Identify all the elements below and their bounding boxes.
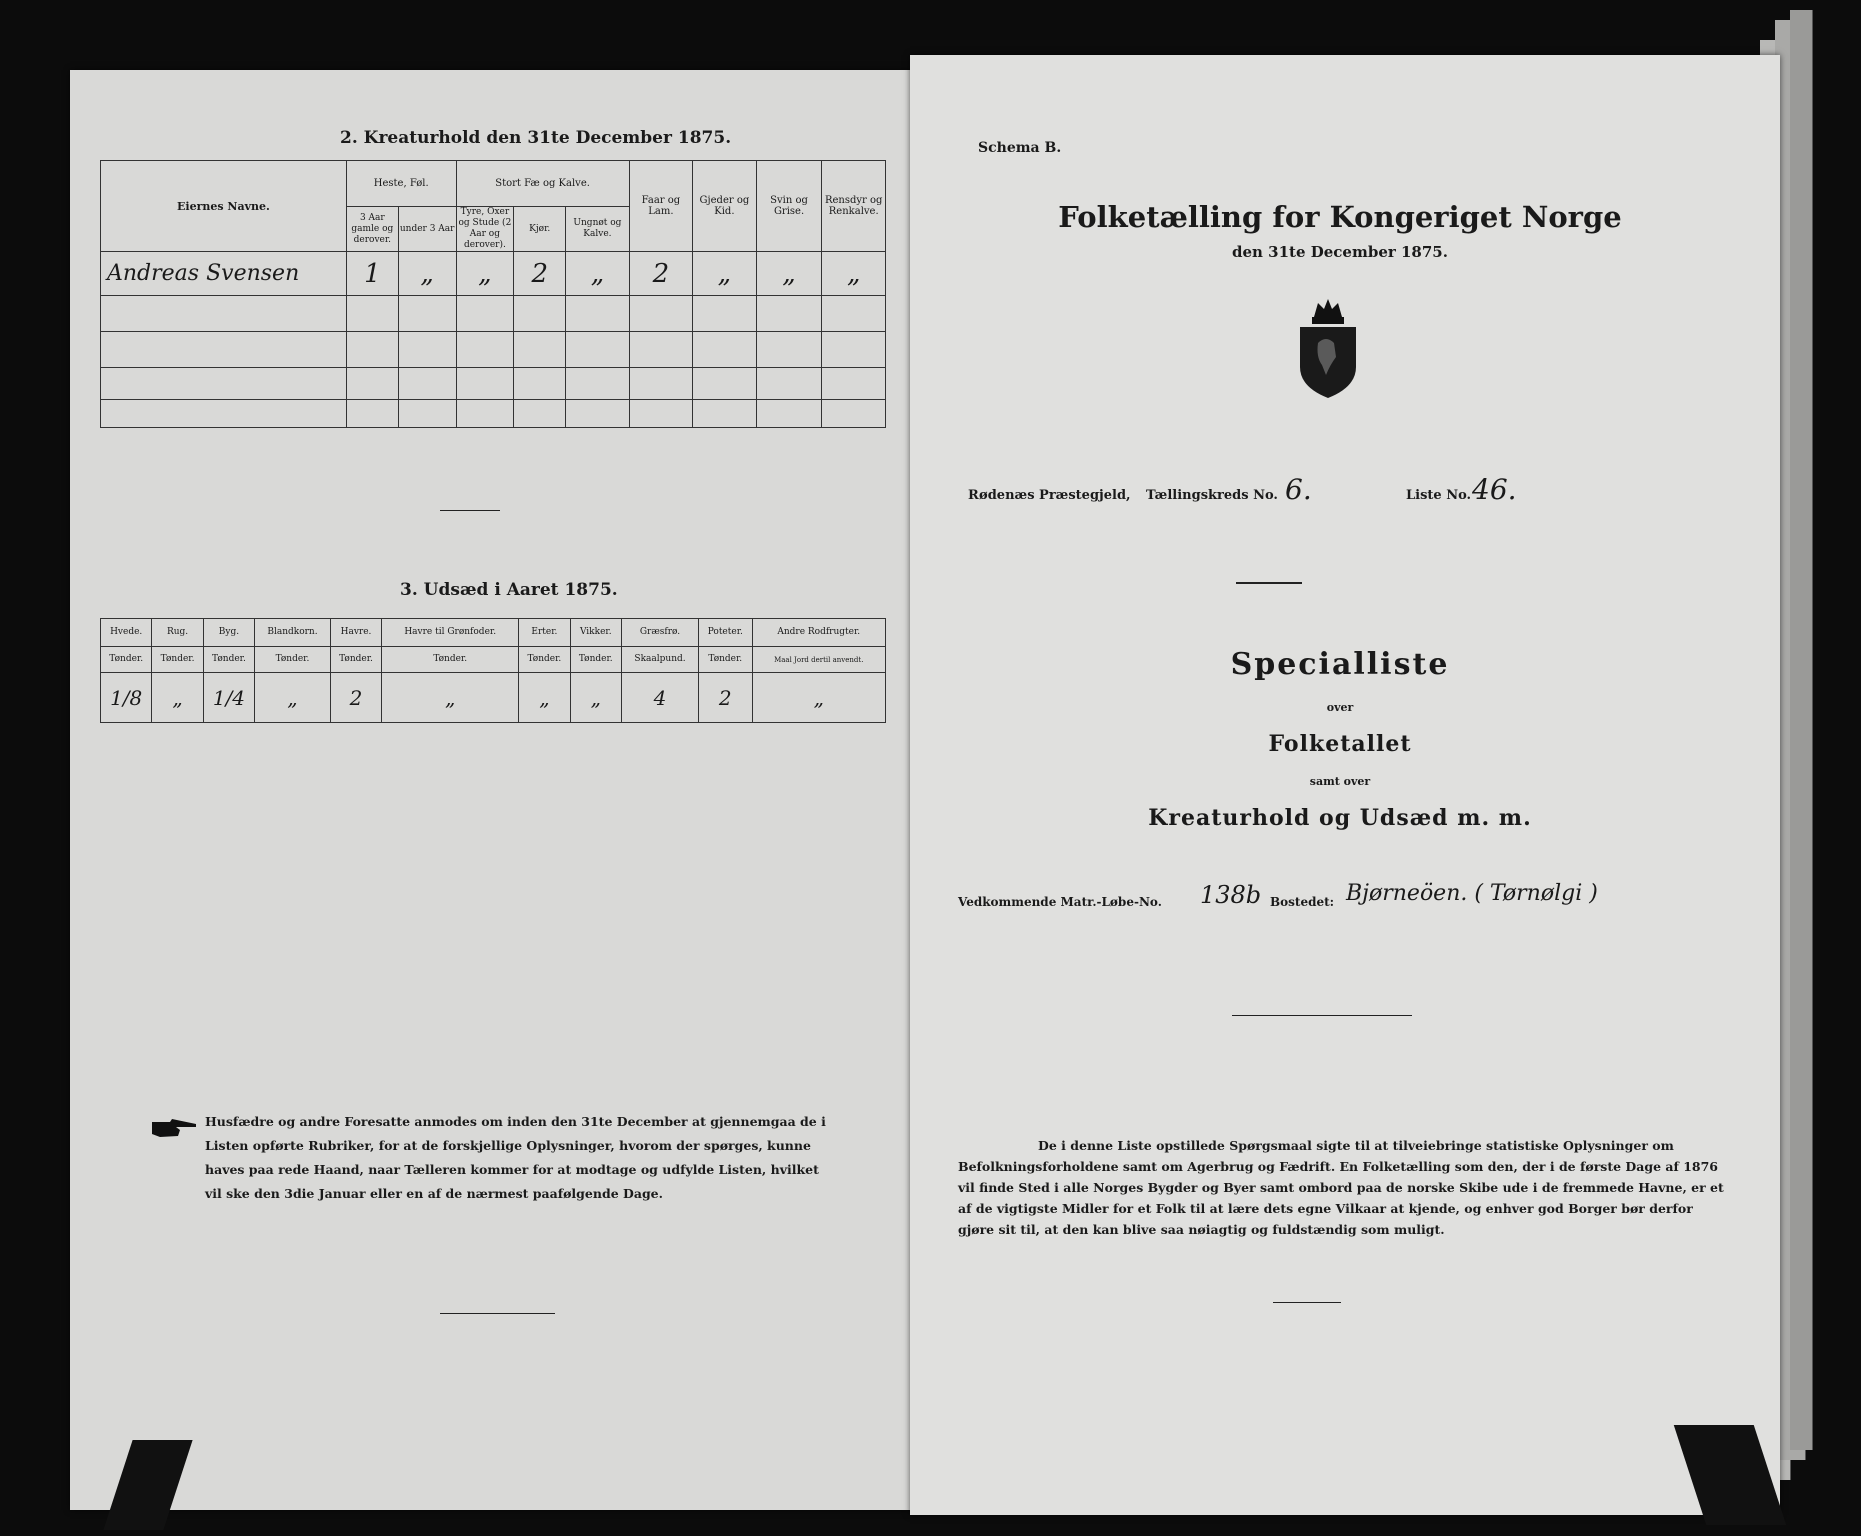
- table-row: [101, 368, 886, 400]
- census-date: den 31te December 1875.: [1232, 243, 1448, 261]
- matr-value: 138b: [1200, 881, 1262, 909]
- owner-header: Eiernes Navne.: [101, 161, 347, 252]
- table-cell: 1/8: [101, 673, 152, 723]
- udsaed-header: Vikker.: [570, 619, 621, 647]
- page-stack-edge: [1790, 10, 1813, 1450]
- table-cell: „: [456, 252, 514, 296]
- left-page: [70, 70, 918, 1510]
- matr-label: Vedkommende Matr.-Løbe-No.: [958, 895, 1162, 909]
- udsaed-header: Rug.: [152, 619, 203, 647]
- udsaed-header: Hvede.: [101, 619, 152, 647]
- gjeder-header: Gjeder og Kid.: [693, 161, 756, 252]
- faar-header: Faar og Lam.: [629, 161, 692, 252]
- table-cell: „: [566, 252, 629, 296]
- table-cell: „: [693, 252, 756, 296]
- table-row: [101, 252, 886, 296]
- heste-under-header: under 3 Aar: [398, 207, 456, 252]
- udsaed-title: 3. Udsæd i Aaret 1875.: [400, 580, 618, 600]
- samt-over-text: samt over: [1309, 775, 1371, 788]
- bosted-value: Bjørneöen. ( Tørnølgi ): [1346, 881, 1598, 906]
- prestegjeld-label: Rødenæs Præstegjeld,: [968, 488, 1131, 503]
- table-cell: „: [255, 673, 331, 723]
- udsaed-unit: Tønder.: [330, 647, 381, 673]
- divider: [440, 510, 500, 511]
- intro-paragraph: De i denne Liste opstillede Spørgsmaal sigte til at tilveiebringe statistiske Oplysninger om Befolkningsforholdene samt om Agerbrug og Fædrift. En Folketælling som den, der i de første Dage af 1876 vil finde Sted i alle Norges Bygder og Byer samt ombord paa de norske Skibe ude i de fremmede Havne, er et af de vigtigste Midler for et Folk til at lære dets egne Vilkaar at kjende, og enhver god Borger bør derfor gjøre sit til, at den kan blive saa nøiagtig og fuldstændig som muligt.: [958, 1138, 1724, 1237]
- tyre-header: Tyre, Oxer og Stude (2 Aar og derover).: [456, 207, 514, 252]
- table-cell: 1: [346, 252, 398, 296]
- main-title: Folketælling for Kongeriget Norge: [1058, 200, 1622, 234]
- pointing-hand-icon: [150, 1116, 200, 1140]
- udsaed-header: Havre.: [330, 619, 381, 647]
- notice-text: Husfædre og andre Foresatte anmodes om inden den 31te December at gjennemgaa de i Listen opførte Rubriker, for at de forskjellige Oplysninger, hvorom der spørges, kunne haves paa rede Haand, naar Tælleren kommer for at modtage og udfylde Listen, hvilket vil ske den 3die Januar eller en af de nærmest paafølgende Dage.: [205, 1114, 826, 1201]
- udsaed-table: [100, 618, 886, 723]
- svin-header: Svin og Grise.: [756, 161, 822, 252]
- ungnot-header: Ungnøt og Kalve.: [566, 207, 629, 252]
- table-row: [101, 400, 886, 428]
- table-cell: „: [822, 252, 886, 296]
- table-cell: „: [152, 673, 203, 723]
- udsaed-unit: Tønder.: [699, 647, 752, 673]
- table-cell: „: [570, 673, 621, 723]
- udsaed-header: Andre Rodfrugter.: [752, 619, 886, 647]
- rensdyr-header: Rensdyr og Renkalve.: [822, 161, 886, 252]
- udsaed-unit: Tønder.: [255, 647, 331, 673]
- table-row: [101, 332, 886, 368]
- liste-label: Liste No.: [1406, 488, 1472, 503]
- heste-gamle-header: 3 Aar gamle og derover.: [346, 207, 398, 252]
- kreaturhold-udsaed-text: Kreaturhold og Udsæd m. m.: [1148, 805, 1532, 831]
- divider: [440, 1313, 555, 1314]
- table-cell: 2: [629, 252, 692, 296]
- folketallet-text: Folketallet: [1268, 731, 1412, 757]
- heste-group-header: Heste, Føl.: [346, 161, 456, 207]
- over-text: over: [1326, 701, 1354, 714]
- kreds-value: 6.: [1285, 473, 1312, 506]
- udsaed-unit: Tønder.: [382, 647, 519, 673]
- table-cell: 1/4: [203, 673, 254, 723]
- udsaed-unit: Tønder.: [101, 647, 152, 673]
- table-row: [101, 673, 886, 723]
- schema-label: Schema B.: [978, 140, 1062, 156]
- udsaed-unit: Maal Jord dertil anvendt.: [752, 647, 886, 673]
- table-cell: „: [382, 673, 519, 723]
- udsaed-header: Byg.: [203, 619, 254, 647]
- udsaed-unit: Tønder.: [203, 647, 254, 673]
- udsaed-unit: Tønder.: [570, 647, 621, 673]
- divider: [1236, 582, 1302, 584]
- divider: [1273, 1302, 1341, 1303]
- udsaed-header: Blandkorn.: [255, 619, 331, 647]
- kreds-label: Tællingskreds No.: [1146, 488, 1278, 503]
- udsaed-header: Græsfrø.: [621, 619, 698, 647]
- owner-name: Andreas Svensen: [101, 252, 347, 296]
- specialliste-title: Specialliste: [1230, 647, 1450, 682]
- udsaed-header: Erter.: [519, 619, 570, 647]
- kreaturhold-table: [100, 160, 886, 428]
- bosted-label: Bostedet:: [1270, 895, 1335, 909]
- table-cell: „: [398, 252, 456, 296]
- udsaed-unit: Tønder.: [519, 647, 570, 673]
- table-cell: 2: [514, 252, 566, 296]
- table-row: [101, 296, 886, 332]
- udsaed-header: Poteter.: [699, 619, 752, 647]
- table-cell: „: [519, 673, 570, 723]
- table-cell: 2: [330, 673, 381, 723]
- udsaed-unit: Tønder.: [152, 647, 203, 673]
- udsaed-header: Havre til Grønfoder.: [382, 619, 519, 647]
- udsaed-unit: Skaalpund.: [621, 647, 698, 673]
- table-cell: „: [756, 252, 822, 296]
- kjoer-header: Kjør.: [514, 207, 566, 252]
- liste-value: 46.: [1472, 473, 1517, 506]
- table-cell: „: [752, 673, 886, 723]
- right-page: [910, 55, 1780, 1515]
- divider: [1232, 1015, 1412, 1016]
- kreaturhold-title: 2. Kreaturhold den 31te December 1875.: [340, 128, 732, 148]
- table-cell: 2: [699, 673, 752, 723]
- table-cell: 4: [621, 673, 698, 723]
- stort-fae-group-header: Stort Fæ og Kalve.: [456, 161, 629, 207]
- coat-of-arms-icon: [1296, 295, 1360, 400]
